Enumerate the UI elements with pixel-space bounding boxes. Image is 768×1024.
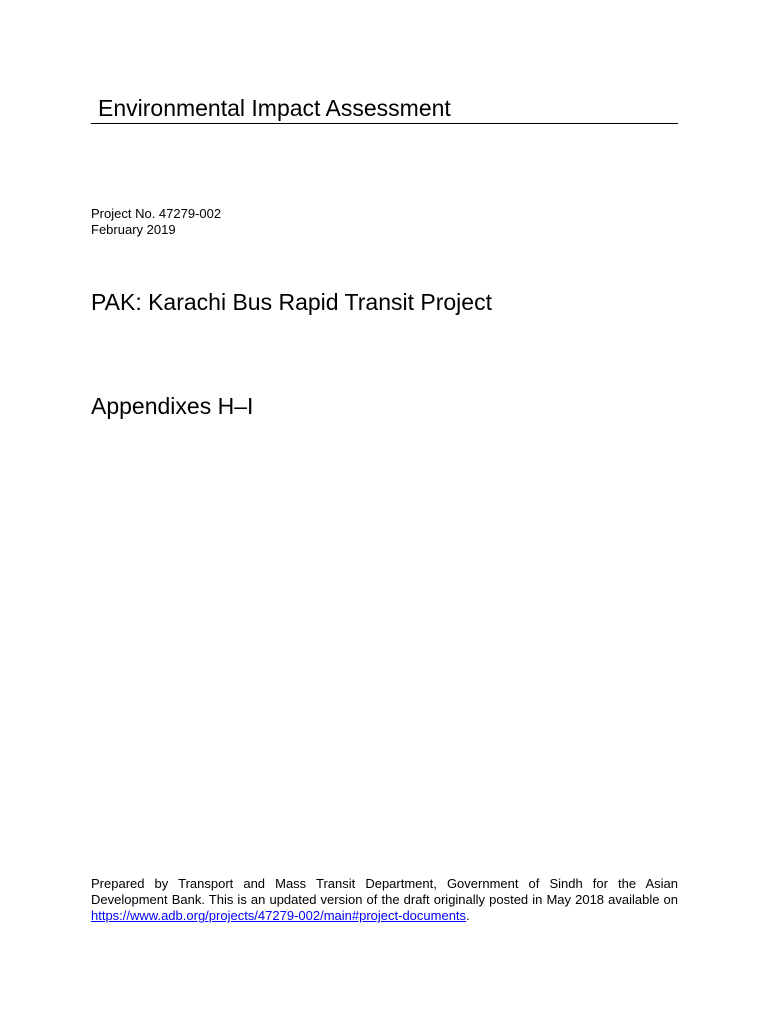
project-meta <box>91 206 221 238</box>
preparation-note-end: . <box>466 908 470 923</box>
preparation-note <box>91 876 678 924</box>
project-documents-link[interactable]: https://www.adb.org/projects/47279-002/main#project-documents <box>91 908 467 923</box>
project-number: Project No. 47279-002 <box>91 206 222 221</box>
document-type-heading: Environmental Impact Assessment <box>91 94 678 124</box>
preparation-note-text: Prepared by Transport and Mass Transit Department, Government of Sindh for the Asian Development Bank. This is an updated version of the draft originally posted in May 2018 available on <box>91 876 678 907</box>
appendix-title: Appendixes H–I <box>91 393 254 419</box>
document-date: February 2019 <box>91 222 176 237</box>
project-title: PAK: Karachi Bus Rapid Transit Project <box>91 289 492 315</box>
